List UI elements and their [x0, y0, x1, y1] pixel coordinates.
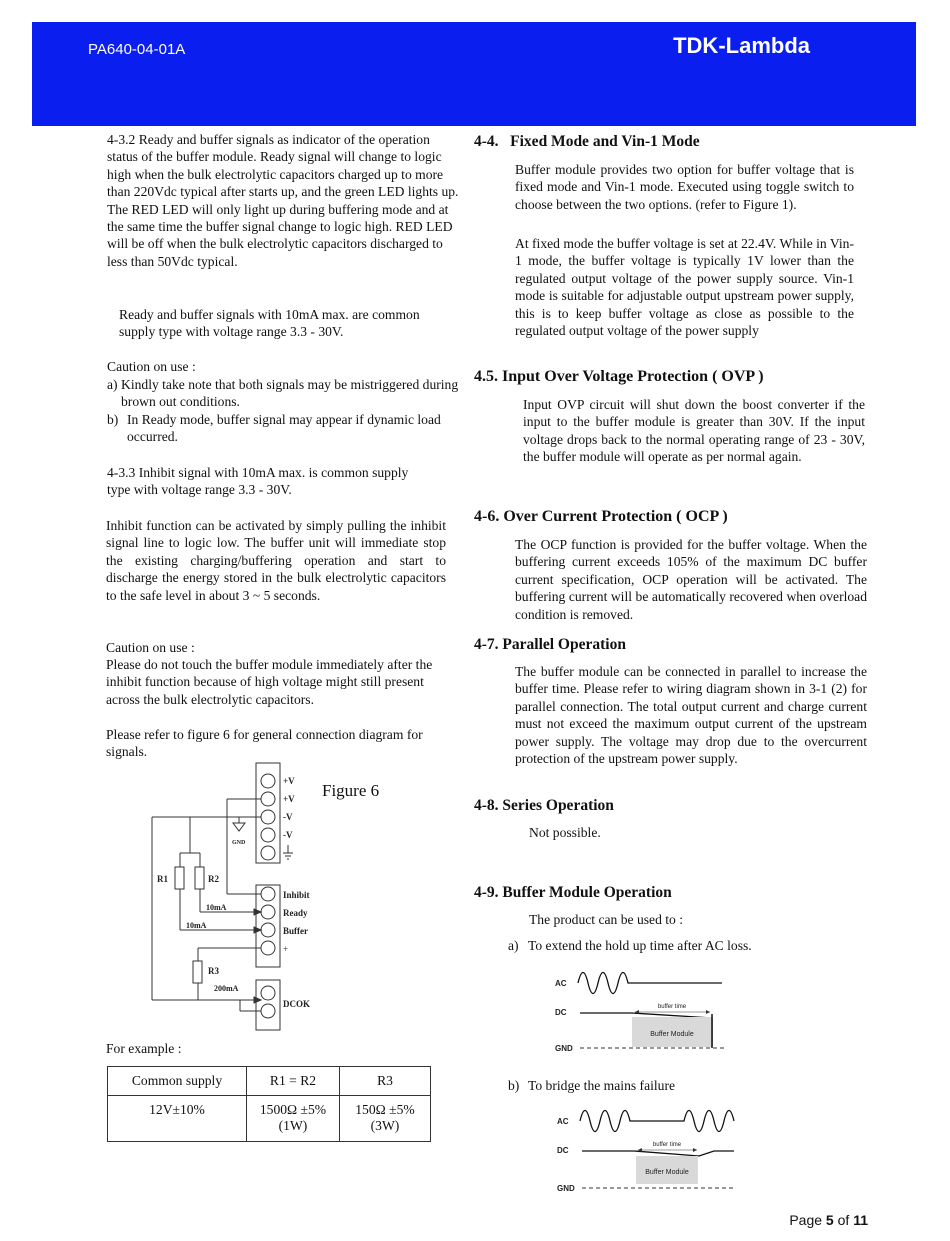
section-4-3-2: 4-3.2 Ready and buffer signals as indicator of the operation status of the buffer module. Ready signal will change to logic high when the bulk electrolytic capacitors charged up to more than 220Vdc typical after starts up, and the green LED lights up. The RED LED will only light up during buffering mode and at the same time the buffer signal change to logic high. RED LED will be off when the bulk electrolytic capacitors discharged to less than 50Vdc typical. — [107, 132, 459, 269]
wave-label-ac: AC — [555, 979, 567, 988]
page-total: 11 — [853, 1212, 868, 1228]
caution-title-1: Caution on use : — [107, 359, 196, 374]
table-header-cell: Common supply — [108, 1067, 247, 1096]
figure-6-title: Figure 6 — [322, 781, 380, 800]
list-marker: b) — [508, 1078, 520, 1093]
buffer-time-label: buffer time — [657, 1004, 687, 1010]
list-marker: b) — [107, 412, 119, 427]
table-header-cell: R1 = R2 — [247, 1067, 340, 1096]
page-of: of — [833, 1212, 854, 1228]
buffer-module-label: Buffer Module — [650, 1031, 694, 1038]
resistor-r3 — [193, 961, 202, 983]
waveform-hold-up — [550, 960, 740, 1055]
table-cell — [247, 1096, 340, 1142]
brand-logo-text: TDK-Lambda — [673, 33, 810, 58]
table-cell-rating: (1W) — [278, 1118, 308, 1133]
heading-4-8: 4-8. Series Operation — [474, 797, 614, 814]
paragraph-4-5: Input OVP circuit will shut down the boost converter if the input to the buffer module is greater than 30V. If the input voltage drops back to the normal operating range of 23 - 30V, the buffer module will operate as per normal again. — [523, 397, 865, 465]
refer-figure-6: Please refer to figure 6 for general connection diagram for signals. — [106, 727, 423, 760]
pin-label-plus-v-2: +V — [283, 794, 295, 804]
pin-label-plus-v-1: +V — [283, 776, 295, 786]
operation-item-b-text: To bridge the mains failure — [528, 1078, 676, 1093]
caution-item-a-text: Kindly take note that both signals may be mistriggered during brown out conditions. — [121, 377, 459, 410]
paragraph-4-4-a: Buffer module provides two option for buffer voltage that is fixed mode and Vin-1 mode. Executed using toggle switch to choose between the two options. (refer to Figure 1). — [515, 162, 854, 212]
heading-4-6: 4-6. Over Current Protection ( OCP ) — [474, 508, 728, 525]
example-table — [107, 1066, 431, 1142]
page-number — [789, 1212, 868, 1228]
heading-4-9: 4-9. Buffer Module Operation — [474, 884, 672, 901]
pin-label-dcok: DCOK — [283, 999, 310, 1009]
label-r1: R1 — [157, 874, 168, 884]
buffer-time-label: buffer time — [652, 1142, 682, 1148]
wave-label-ac: AC — [557, 1117, 569, 1126]
section-4-3-3: 4-3.3 Inhibit signal with 10mA max. is common supply type with voltage range 3.3 - 30V. — [107, 465, 409, 498]
table-row — [108, 1096, 431, 1142]
wave-label-dc: DC — [557, 1146, 569, 1155]
table-cell-value: 150Ω ±5% — [355, 1102, 415, 1117]
heading-4-5: 4.5. Input Over Voltage Protection ( OVP ) — [474, 368, 764, 385]
pin-label-inhibit: Inhibit — [283, 890, 310, 900]
ready-buffer-note: Ready and buffer signals with 10mA max. are common supply type with voltage range 3.3 - 30V. — [119, 307, 420, 340]
pin-label-ready: Ready — [283, 908, 308, 918]
current-buffer: 10mA — [186, 921, 207, 930]
for-example-label: For example : — [106, 1041, 182, 1056]
operation-item-a-text: To extend the hold up time after AC loss. — [528, 938, 752, 953]
paragraph-4-7: The buffer module can be connected in parallel to increase the buffer time. Please refer to wiring diagram shown in 3-1 (2) for parallel connection. The total output current and charge current must not exceed the maximum output current of the upstream power supply. The voltage may drop due to the overcurrent protection of the upstream power supply. — [515, 664, 867, 767]
heading-4-4: 4-4. Fixed Mode and Vin-1 Mode — [474, 133, 700, 150]
gnd-label: GND — [232, 840, 246, 846]
waveform-mains-failure — [552, 1098, 742, 1196]
document-code: PA640-04-01A — [88, 41, 186, 58]
wave-label-gnd: GND — [555, 1044, 573, 1053]
current-dcok: 200mA — [214, 984, 239, 993]
terminal-block-top — [256, 763, 280, 863]
label-r2: R2 — [208, 874, 219, 884]
paragraph-4-4-b: At fixed mode the buffer voltage is set at 22.4V. While in Vin-1 mode, the buffer voltage is typically 1V lower than the regulated output voltage of the power supply source. Vin-1 mode is suitable for adjustable output upstream power supply, this is to keep buffer voltage as close as possible to the regulated output voltage of the power supply — [515, 236, 854, 339]
wave-label-dc: DC — [555, 1008, 567, 1017]
terminal-block-dcok — [256, 980, 280, 1030]
table-header-cell: R3 — [340, 1067, 431, 1096]
operation-item-b — [508, 1077, 828, 1094]
table-cell-value: 1500Ω ±5% — [259, 1102, 327, 1117]
pin-label-minus-v-2: -V — [283, 830, 293, 840]
table-header-row — [108, 1067, 431, 1096]
inhibit-paragraph: Inhibit function can be activated by simply pulling the inhibit signal line to logic low. The buffer unit will immediate stop the existing charging/buffering operation and start to discharge the energy stored in the bulk electrolytic capacitors to the safe level in about 3 ~ 5 seconds. — [106, 518, 446, 603]
current-ready: 10mA — [206, 903, 227, 912]
pin-label-plus: + — [283, 944, 289, 954]
table-cell: 12V±10% — [108, 1096, 247, 1142]
caution-2-paragraph: Please do not touch the buffer module immediately after the inhibit function because of high voltage might still present across the bulk electrolytic capacitors. — [106, 657, 433, 707]
caution-item-b-text: In Ready mode, buffer signal may appear if dynamic load occurred. — [127, 412, 441, 445]
resistor-r2 — [195, 867, 204, 889]
caution-item-a — [107, 376, 467, 411]
resistor-r1 — [175, 867, 184, 889]
caution-item-b — [107, 411, 452, 446]
page-current: 5 — [825, 1212, 834, 1228]
header-bar — [32, 22, 916, 126]
paragraph-4-8: Not possible. — [529, 825, 601, 840]
label-r3: R3 — [208, 966, 219, 976]
caution-title-2: Caution on use : — [106, 640, 195, 655]
wave-label-gnd: GND — [557, 1184, 575, 1193]
table-cell — [340, 1096, 431, 1142]
paragraph-4-9: The product can be used to : — [529, 912, 684, 927]
paragraph-4-6: The OCP function is provided for the buffer voltage. When the buffering current exceeds 105% of the maximum DC buffer current specification, OCP operation will be activated. The buffering current will be automatically recovered when overload condition is removed. — [515, 537, 867, 622]
table-cell-rating: (3W) — [370, 1118, 400, 1133]
buffer-module-label: Buffer Module — [645, 1169, 689, 1176]
figure-6-connection-diagram — [140, 760, 340, 1035]
operation-item-a — [508, 937, 828, 954]
page-prefix: Page — [789, 1212, 826, 1228]
pin-label-minus-v-1: -V — [283, 812, 293, 822]
list-marker: a) — [107, 377, 118, 392]
heading-4-7: 4-7. Parallel Operation — [474, 636, 626, 653]
pin-label-buffer: Buffer — [283, 926, 308, 936]
list-marker: a) — [508, 938, 519, 953]
